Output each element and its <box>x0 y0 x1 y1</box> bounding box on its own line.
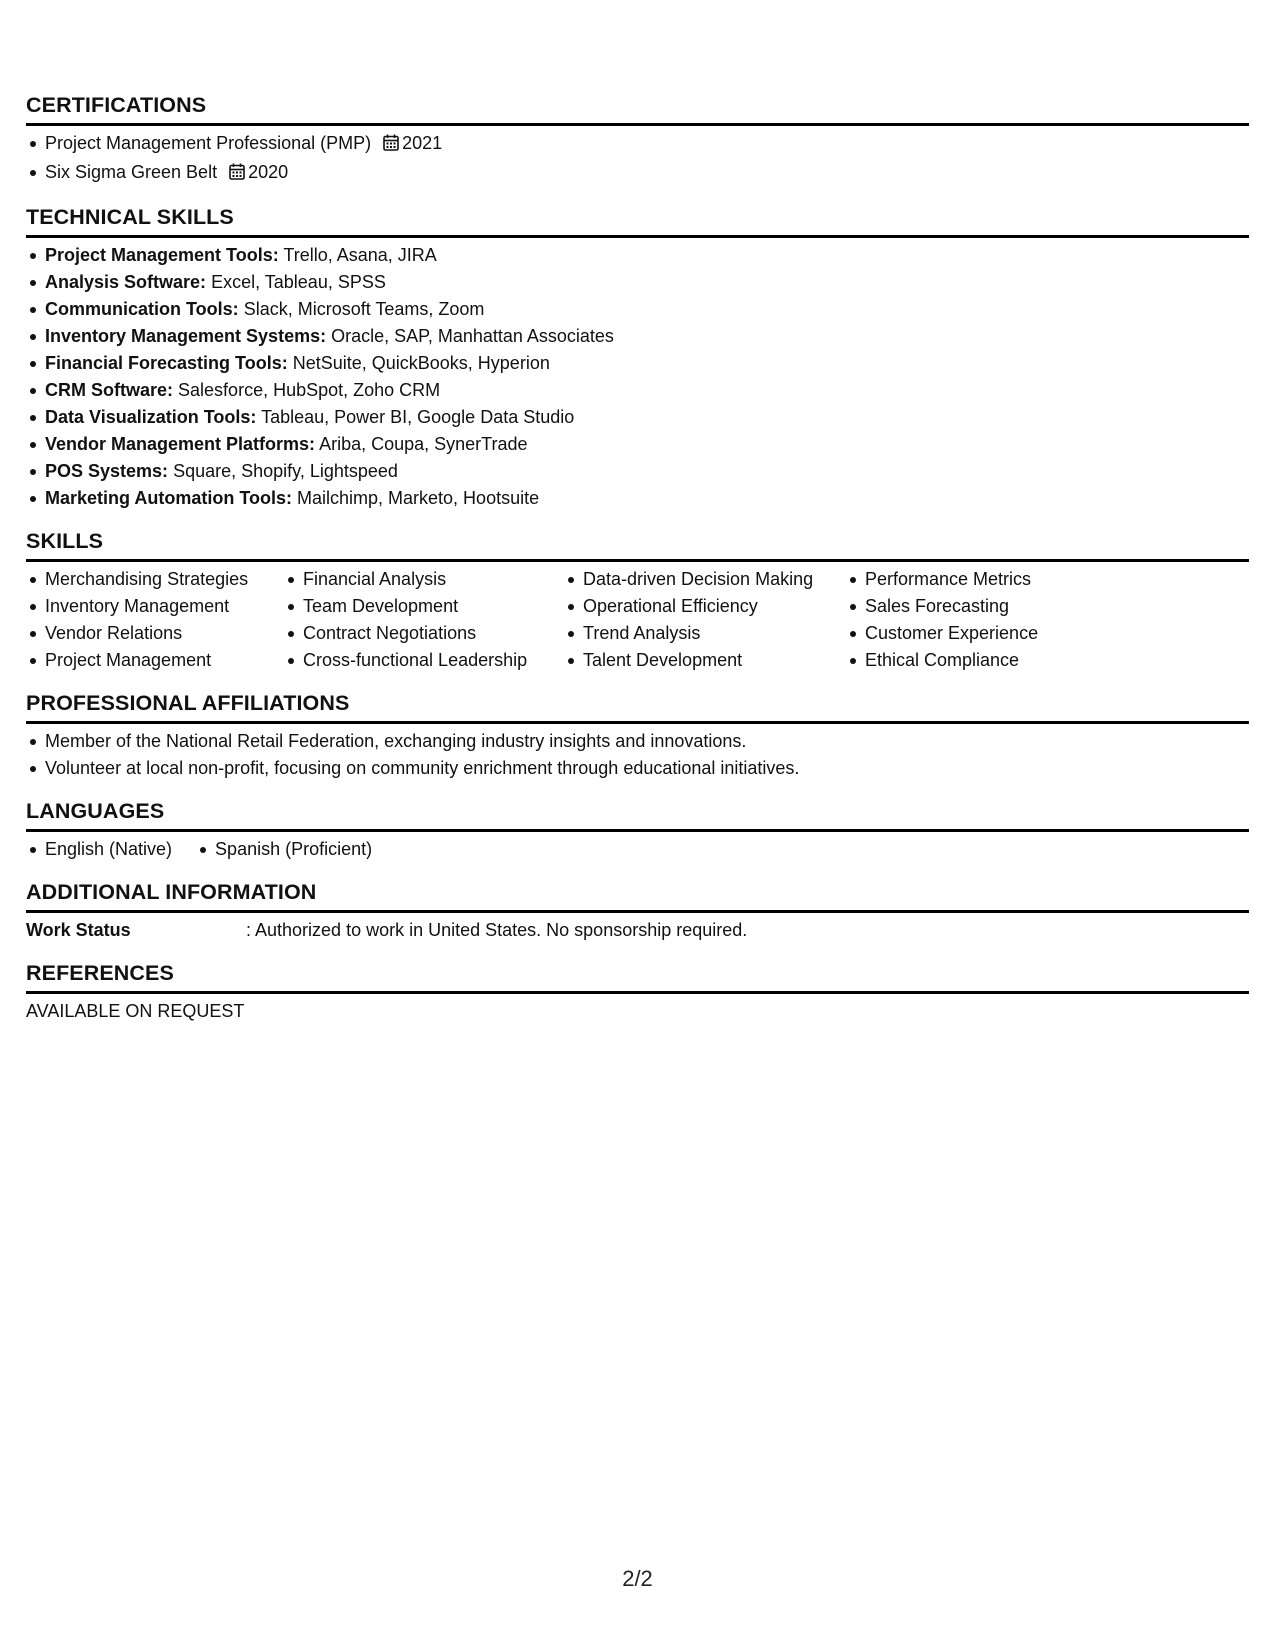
list-item: Trend Analysis <box>564 620 846 647</box>
skill-category: POS Systems: <box>45 461 169 481</box>
section-title-affiliations: PROFESSIONAL AFFILIATIONS <box>26 690 1249 724</box>
work-status-value: : Authorized to work in United States. No sponsorship required. <box>246 920 748 940</box>
skill-category: Financial Forecasting Tools: <box>45 353 288 373</box>
list-item <box>26 458 1249 485</box>
languages-section <box>26 798 1249 863</box>
list-item <box>26 269 1249 296</box>
calendar-icon <box>229 161 245 188</box>
skill-values: Mailchimp, Marketo, Hootsuite <box>297 488 540 508</box>
skill-values: Excel, Tableau, SPSS <box>211 272 386 292</box>
languages-list <box>26 836 1249 863</box>
affiliations-list <box>26 728 1249 782</box>
section-title-skills: SKILLS <box>26 528 1249 562</box>
skills-section <box>26 528 1249 674</box>
skills-column <box>26 566 284 674</box>
work-status-label: Work Status <box>26 920 131 940</box>
list-item: Talent Development <box>564 647 846 674</box>
skill-category: Data Visualization Tools: <box>45 407 257 427</box>
skills-grid <box>26 566 1249 674</box>
list-item <box>26 485 1249 512</box>
skill-category: Project Management Tools: <box>45 245 279 265</box>
work-status-row <box>26 917 1249 944</box>
list-item: Financial Analysis <box>284 566 564 593</box>
skill-values: Square, Shopify, Lightspeed <box>173 461 398 481</box>
section-title-languages: LANGUAGES <box>26 798 1249 832</box>
skill-values: Salesforce, HubSpot, Zoho CRM <box>178 380 441 400</box>
list-item: Performance Metrics <box>846 566 1086 593</box>
skill-category: Analysis Software: <box>45 272 207 292</box>
skill-category: Communication Tools: <box>45 299 239 319</box>
skill-values: Slack, Microsoft Teams, Zoom <box>243 299 485 319</box>
certifications-list <box>26 130 1249 188</box>
calendar-icon <box>383 132 399 159</box>
list-item <box>26 377 1249 404</box>
list-item <box>26 159 1249 188</box>
list-item: Operational Efficiency <box>564 593 846 620</box>
list-item: Team Development <box>284 593 564 620</box>
list-item: Cross-functional Leadership <box>284 647 564 674</box>
skill-values: Tableau, Power BI, Google Data Studio <box>261 407 575 427</box>
certification-name: Six Sigma Green Belt <box>45 162 218 182</box>
list-item: Project Management <box>26 647 284 674</box>
page-number: 2/2 <box>622 1566 653 1591</box>
skill-values: Ariba, Coupa, SynerTrade <box>319 434 528 454</box>
list-item: Data-driven Decision Making <box>564 566 846 593</box>
skills-column <box>846 566 1086 674</box>
certifications-section <box>26 92 1249 188</box>
certification-year: 2021 <box>402 133 443 153</box>
list-item: Volunteer at local non-profit, focusing on community enrichment through educational initiatives. <box>26 755 1249 782</box>
list-item <box>26 350 1249 377</box>
certification-year: 2020 <box>248 162 289 182</box>
list-item: Merchandising Strategies <box>26 566 284 593</box>
references-text: AVAILABLE ON REQUEST <box>26 1001 245 1021</box>
list-item <box>26 130 1249 159</box>
list-item: Ethical Compliance <box>846 647 1086 674</box>
additional-info-section <box>26 879 1249 944</box>
skills-column <box>284 566 564 674</box>
list-item: Sales Forecasting <box>846 593 1086 620</box>
list-item: Contract Negotiations <box>284 620 564 647</box>
skill-values: Trello, Asana, JIRA <box>283 245 437 265</box>
list-item: Vendor Relations <box>26 620 284 647</box>
list-item: Customer Experience <box>846 620 1086 647</box>
list-item: English (Native) <box>26 836 172 863</box>
certification-name: Project Management Professional (PMP) <box>45 133 372 153</box>
skill-values: Oracle, SAP, Manhattan Associates <box>331 326 614 346</box>
section-title-certifications: CERTIFICATIONS <box>26 92 1249 126</box>
skill-values: NetSuite, QuickBooks, Hyperion <box>292 353 550 373</box>
section-title-additional-info: ADDITIONAL INFORMATION <box>26 879 1249 913</box>
list-item: Member of the National Retail Federation, exchanging industry insights and innovations. <box>26 728 1249 755</box>
section-title-technical-skills: TECHNICAL SKILLS <box>26 204 1249 238</box>
section-title-references: REFERENCES <box>26 960 1249 994</box>
skill-category: Marketing Automation Tools: <box>45 488 292 508</box>
list-item: Inventory Management <box>26 593 284 620</box>
list-item: Spanish (Proficient) <box>196 836 372 863</box>
skill-category: Inventory Management Systems: <box>45 326 327 346</box>
resume-page <box>26 92 1249 1041</box>
references-section <box>26 960 1249 1025</box>
technical-skills-section <box>26 204 1249 512</box>
skills-column <box>564 566 846 674</box>
technical-skills-list <box>26 242 1249 512</box>
skill-category: Vendor Management Platforms: <box>45 434 316 454</box>
skill-category: CRM Software: <box>45 380 174 400</box>
list-item <box>26 431 1249 458</box>
affiliations-section <box>26 690 1249 782</box>
list-item <box>26 323 1249 350</box>
list-item <box>26 404 1249 431</box>
list-item <box>26 296 1249 323</box>
list-item <box>26 242 1249 269</box>
